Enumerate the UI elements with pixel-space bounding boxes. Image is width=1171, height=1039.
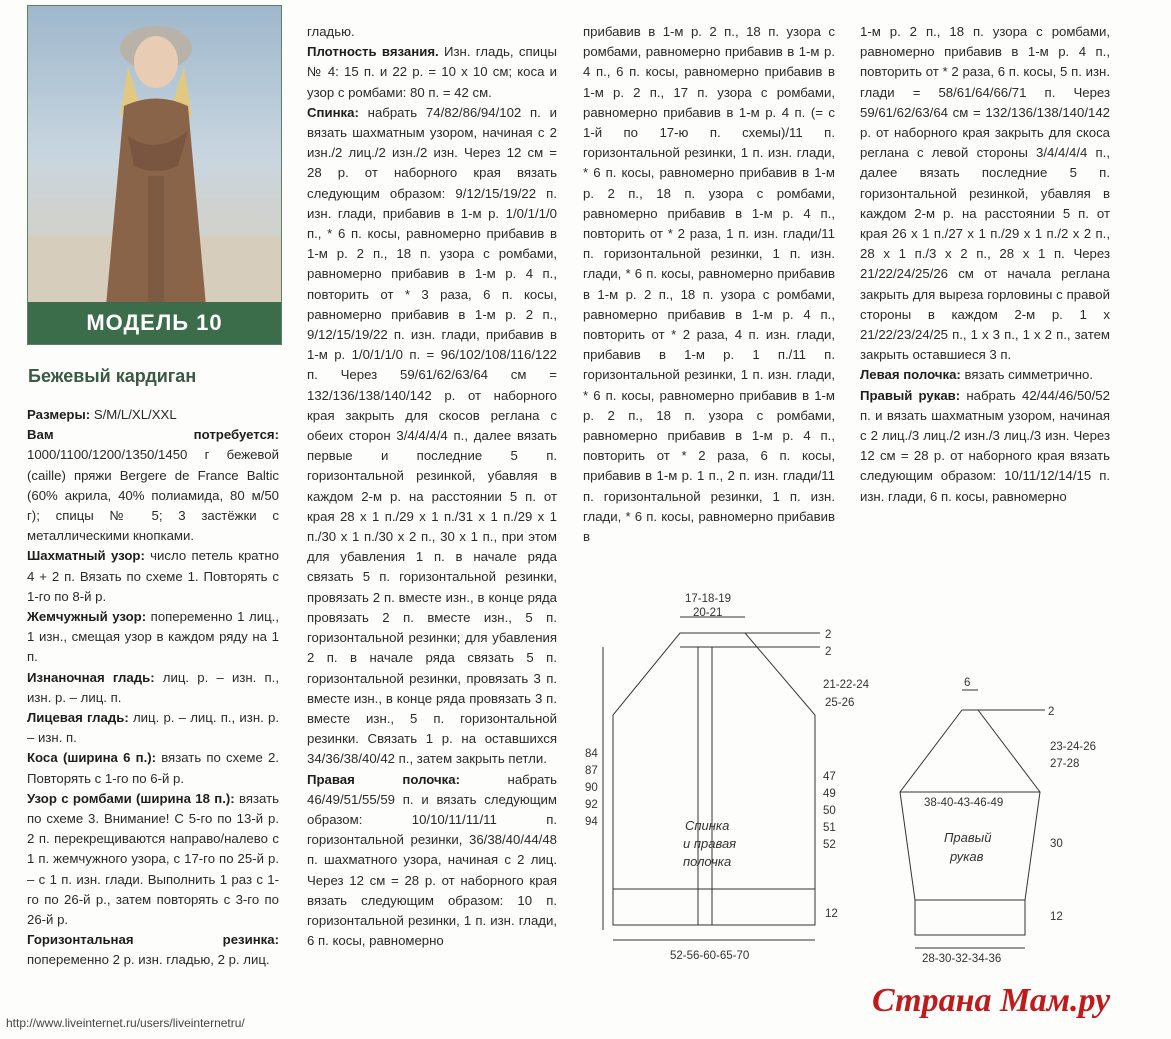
paragraph: [27, 789, 279, 930]
paragraph-text: набрать 46/49/51/55/59 п. и вязать следующим образом: 10/10/11/11/11 п. горизонтальной резинки, 36/38/40/44/48 п. шахматного узора, начиная с 2 лиц. Через 12 см = 28 р. от наборного края вязать следующим образом: 10 п. горизонтальной резинки, 1 п. изн. глади, 6 п. косы, равномерно: [307, 771, 557, 949]
text-column-1: [27, 405, 279, 971]
paragraph-heading: Правая полочка:: [307, 771, 460, 787]
sleeve-length: 30: [1050, 838, 1063, 850]
body-length-value: 87: [585, 765, 598, 777]
sleeve-label-2: рукав: [950, 849, 984, 864]
sleeve-raglan-1: 23-24-26: [1050, 741, 1097, 753]
paragraph-text: набрать 42/44/46/50/52 п. и вязать шахматным узором, начиная с 2 лиц./3 лиц./2 изн./3 лиц./3 изн. Через 12 см = 28 р. от наборного края вязать следующим образом: 10/11/12/14/15 п. изн. глади, 6 п. косы, равномерно: [860, 387, 1110, 504]
model-photo: [27, 5, 282, 345]
paragraph-heading: Коса (ширина 6 п.):: [27, 750, 157, 766]
paragraph-heading: Плотность вязания.: [307, 44, 439, 60]
paragraph: [307, 42, 557, 103]
paragraph-text: 1-м р. 2 п., 18 п. узора с ромбами, равномерно прибавив в 1-м р. 4 п., повторить от * 2 раза, 6 п. косы, 5 п. изн. глади = 58/61/64/66/71 п. Через 59/61/62/63/64 см = 132/136/138/140/142 р. от наборного края закрыть для скоса реглана с левой стороны 3/4/4/4/4 п., далее вязать последние 5 п. горизонтальной резинкой, убавляя в каждом 2-м р. на расстоянии 5 п. от края 26 х 1 п./27 х 1 п./29 х 1 п./2 х 2 п., 28 х 1 п./3 х 2 п., 28 х 1 п. Через 21/22/24/25/26 см от начала реглана закрыть для выреза горловины с правой стороны в каждом 2-м р. 1 х 21/22/23/24/25 п., 1 х 3 п., 1 х 2 п., затем закрыть оставшиеся 3 п.: [860, 24, 1110, 363]
sleeve-label-1: Правый: [944, 830, 992, 845]
text-column-2: [307, 22, 557, 951]
paragraph-text: вязать по схеме 3. Внимание! С 5-го по 13-й р. 2 п. перекрещиваются направо/налево с 1 п. жемчужного узора, с 17-го по 25-й р. – с 1 п. изн. глади. Выполнить 1 раз с 1-го по 26-й р., затем повторять с 3-го по 26-й р.: [27, 790, 279, 928]
model-figure: [28, 6, 281, 344]
paragraph-heading: Левая полочка:: [860, 367, 961, 383]
body-label-1: Спинка: [685, 818, 730, 833]
paragraph: [307, 22, 557, 42]
body-height-b: 2: [825, 646, 832, 658]
paragraph: [27, 930, 279, 970]
text-column-3: [583, 22, 835, 547]
body-raglan-1: 21-22-24: [823, 679, 870, 691]
paragraph-heading: Правый рукав:: [860, 387, 961, 403]
body-total-lengths: [585, 748, 598, 828]
paragraph-heading: Изнаночная гладь:: [27, 669, 155, 685]
paragraph: [27, 425, 279, 546]
paragraph-text: прибавив в 1-м р. 2 п., 18 п. узора с ромбами, равномерно прибавив в 1-м р. 4 п., 6 п. косы, равномерно прибавив в 1-м р. 2 п., 17 п. узора с ромбами, равномерно прибавив в 1-м р. 4 п. (= с 1-й по 17-ю п. схемы)/11 п. горизонтальной резинки, 1 п. изн. глади, * 6 п. косы, равномерно прибавив в 1-м р. 2 п., 18 п. узора с ромбами, равномерно прибавив в 1-м р. 4 п., повторить от * 2 раза, 1 п. изн. глади/11 п. горизонтальной резинки, 1 п. изн. глади, * 6 п. косы, равномерно прибавив в 1-м р. 2 п., 18 п. узора с ромбами, равномерно прибавив в 1-м р. 4 п., повторить от * 2 раза, 4 п. изн. глади, прибавив в 1-м р. 1 п./11 п. горизонтальной резинки, 1 п. изн. глади, * 6 п. косы, равномерно прибавив в 1-м р. 2 п., 18 п. узора с ромбами, равномерно прибавив в 1-м р. 4 п., повторить от * 2 раза, 6 п. косы, прибавив в 1-м р. 1 п., 2 п. изн. глади/11 п. горизонтальной резинки, 1 п. изн. глади, * 6 п. косы, равномерно прибавив в: [583, 24, 835, 545]
paragraph-text: вязать симметрично.: [960, 367, 1094, 383]
paragraph: [27, 405, 279, 425]
paragraph-text: 1000/1100/1200/1350/1450 г бежевой (caille) пряжи Bergere de France Baltic (60% акрила, 40% полиамида, 80 м/50 г); спицы № 5; 3 застёжки с металлическими кнопками.: [27, 447, 279, 544]
paragraph-text: число петель кратно 4 + 2 п. Вязать по схеме 1. Повторять с 1-го по 8-й р.: [27, 548, 279, 604]
body-schematic: [575, 585, 885, 970]
body-length-value: 90: [585, 782, 598, 794]
paragraph-heading: Жемчужный узор:: [27, 609, 147, 625]
paragraph-heading: Размеры:: [27, 407, 91, 422]
body-side-value: 50: [823, 805, 836, 817]
paragraph: [307, 770, 557, 952]
paragraph: [860, 22, 1110, 365]
sleeve-top-height: 2: [1048, 706, 1055, 718]
body-bottom-width: 52-56-60-65-70: [670, 950, 750, 962]
body-side-value: 52: [823, 839, 836, 851]
paragraph: [860, 365, 1110, 385]
body-length-value: 92: [585, 799, 598, 811]
paragraph: [27, 546, 279, 607]
paragraph-heading: Вам потребуется:: [27, 427, 279, 443]
sleeve-bottom-width: 28-30-32-34-36: [922, 953, 1002, 965]
paragraph-text: гладью.: [307, 24, 355, 39]
paragraph-heading: Горизонтальная резинка:: [27, 932, 279, 948]
body-rib-height: 12: [825, 908, 838, 920]
watermark: Страна Мам.ру: [872, 982, 1111, 1019]
body-height-a: 2: [825, 629, 832, 641]
body-side-value: 49: [823, 788, 836, 800]
body-top-width-2: 20-21: [693, 607, 723, 619]
sleeve-schematic: [880, 670, 1100, 970]
body-label-3: полочка: [683, 854, 732, 869]
paragraph-text: вязать по схеме 2. Повторять с 1-го по 6-й р.: [27, 750, 279, 786]
sleeve-raglan-2: 27-28: [1050, 758, 1080, 770]
paragraph-text: лиц. р. – лиц. п., изн. р. – изн. п.: [27, 710, 279, 746]
body-side-lengths: [823, 771, 836, 851]
text-column-4: [860, 22, 1110, 507]
paragraph: [27, 708, 279, 748]
paragraph: [860, 386, 1110, 507]
paragraph: [583, 22, 835, 547]
paragraph-text: S/M/L/XL/XXL: [90, 407, 177, 422]
paragraph: [27, 607, 279, 668]
paragraph-text: попеременно 2 р. изн. гладью, 2 р. лиц.: [27, 952, 270, 968]
paragraph-text: Изн. гладь, спицы № 4: 15 п. и 22 р. = 10 х 10 см; коса и узор с ромбами: 80 п. = 42 см.: [307, 44, 557, 100]
paragraph: [27, 668, 279, 708]
paragraph-heading: Лицевая гладь:: [27, 710, 129, 726]
sleeve-mid-width: 38-40-43-46-49: [924, 797, 1004, 809]
body-raglan-2: 25-26: [825, 697, 855, 709]
source-url[interactable]: http://www.liveinternet.ru/users/liveinternetru/: [6, 1016, 245, 1030]
body-side-value: 51: [823, 822, 836, 834]
paragraph: [27, 748, 279, 788]
paragraph: [307, 103, 557, 770]
body-top-width-1: 17-18-19: [685, 593, 732, 605]
body-length-value: 94: [585, 816, 598, 828]
paragraph-heading: Спинка:: [307, 104, 359, 120]
body-label-2: и правая: [683, 836, 737, 851]
sleeve-rib-height: 12: [1050, 911, 1063, 923]
page-title: Бежевый кардиган: [28, 366, 197, 386]
body-side-value: 47: [823, 771, 836, 783]
paragraph-text: попеременно 1 лиц., 1 изн., смещая узор в каждом ряду на 1 п.: [27, 609, 279, 665]
paragraph-heading: Шахматный узор:: [27, 548, 145, 564]
paragraph-text: набрать 74/82/86/94/102 п. и вязать шахматным узором, начиная с 2 изн./2 лиц./2 изн./2 изн. Через 12 см = 28 р. от наборного края вязать следующим образом: 9/12/15/19/22 п. изн. глади, прибавив в 1-м р. 1/0/1/1/0 п., * 6 п. косы, равномерно прибавив в 1-м р. 2 п., 18 п. узора с ромбами, равномерно прибавив в 1-м р. 4 п., повторить от * 3 раза, 6 п. косы, равномерно прибавив в 1-м р. 2 п., 9/12/15/19/22 п. изн. глади, прибавив в 1-м р. 1/0/1/1/0 п. = 96/102/108/116/122 п. Через 59/61/62/63/64 см = 132/136/138/140/142 р. от наборного края закрыть для скосов реглана с обеих сторон 3/4/4/4/4 п., далее вязать первые и последние 5 п. горизонтальной резинкой, убавляя в каждом 2-м р. на расстоянии 5 п. от края 28 х 1 п./29 х 1 п./31 х 1 п./29 х 1 п./30 х 1 п./30 х 2 п., 30 х 1 п., при этом для убавления 1 п. в начале ряда связать 5 п. горизонтальной резинки, провязать 2 п. вместе изн., в конце ряда провязать 2 п. вместе изн., 5 п. горизонтальной резинки; для убавления 2 п. в начале ряда связать 5 п. горизонтальной резинки, провязать 3 п. вместе изн., в конце ряда провязать 3 п. вместе изн., 5 п. горизонтальной резинки. Связать 1 р. на оставшихся 34/36/38/40/42 п., затем закрыть петли.: [307, 104, 557, 767]
sleeve-top-width: 6: [964, 677, 971, 689]
model-caption: МОДЕЛЬ 10: [28, 302, 281, 344]
body-length-value: 84: [585, 748, 598, 760]
paragraph-heading: Узор с ромбами (ширина 18 п.):: [27, 790, 235, 806]
paragraph-text: лиц. р. – изн. п., изн. р. – лиц. п.: [27, 669, 279, 705]
